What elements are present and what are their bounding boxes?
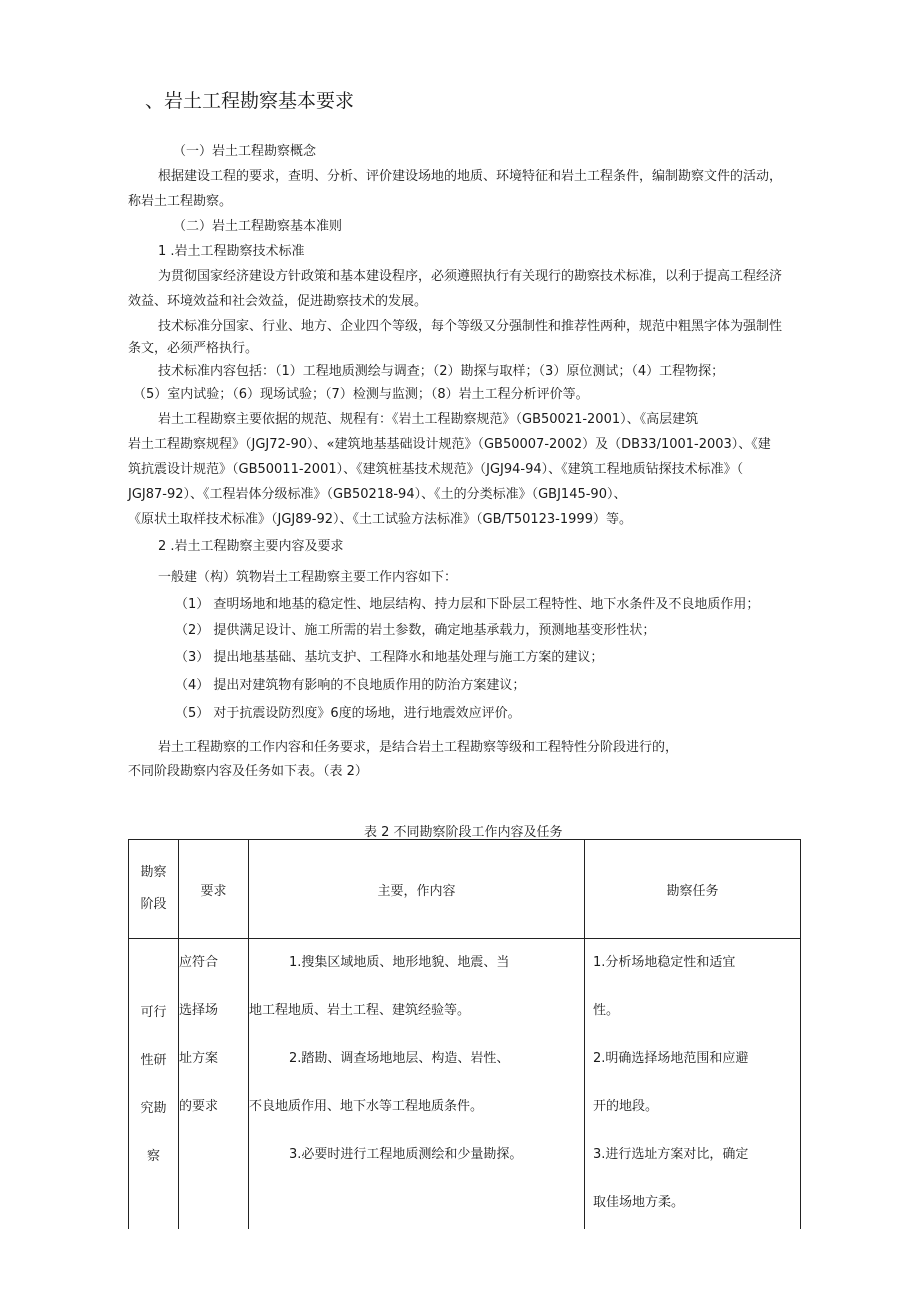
- paragraph-line: 技术标准分国家、行业、地方、企业四个等级，每个等级又分强制性和推荐性两种，规范中粗黑字体为强制性: [158, 319, 783, 334]
- content-line: 1.搜集区域地质、地形地貌、地震、当: [289, 955, 510, 970]
- list-item: （1） 查明场地和地基的稳定性、地层结构、持力层和下卧层工程特性、地下水条件及不良地质作用；: [175, 597, 760, 612]
- list-intro: 一般建（构）筑物岩土工程勘察主要工作内容如下：: [158, 570, 458, 585]
- paragraph-line: 岩土工程勘察主要依据的规范、规程有：《岩土工程勘察规范》（GB50021-2001）、《高层建筑: [158, 412, 699, 427]
- paragraph-line: 称岩土工程勘察。: [128, 194, 233, 209]
- task-line: 2.明确选择场地范围和应避: [593, 1051, 749, 1066]
- subheading-1: 1 .岩土工程勘察技术标准: [158, 244, 305, 259]
- section-1-heading: （一）岩土工程勘察概念: [173, 144, 317, 159]
- task-line: 取佳场地方柔。: [593, 1195, 685, 1210]
- paragraph-line: 《原状土取样技术标准》（JGJ89-92）、《土工试验方法标准》（GB/T50123-1999）等。: [128, 512, 632, 527]
- table-caption: 表 2 不同勘察阶段工作内容及任务: [364, 825, 563, 840]
- task-line: 性。: [593, 1003, 620, 1018]
- stage-line: 性研: [140, 1053, 167, 1068]
- paragraph-line: 根据建设工程的要求，查明、分析、评价建设场地的地质、环境特征和岩土工程条件，编制勘察文件的活动，: [158, 169, 783, 184]
- requirement-line: 应符合: [179, 955, 219, 970]
- requirement-line: 址方案: [179, 1051, 219, 1066]
- paragraph-line: 条文，必须严格执行。: [128, 341, 259, 356]
- paragraph-line: 不同阶段勘察内容及任务如下表。（表 2）: [128, 764, 368, 779]
- paragraph-line: 岩土工程勘察规程》（JGJ72-90）、«建筑地基基础设计规范》（GB50007-2002）及（DB33/1001-2003）、《建: [128, 437, 771, 452]
- stage-table: [128, 839, 801, 1229]
- paragraph-line: 为贯彻国家经济建设方针政策和基本建设程序，必须遵照执行有关现行的勘察技术标准，以利于提高工程经济: [158, 269, 783, 284]
- paragraph-line: 技术标准内容包括：（1）工程地质测绘与调查；（2）勘探与取样；（3）原位测试；（4）工程物探；: [158, 364, 725, 379]
- content-line: 不良地质作用、地下水等工程地质条件。: [249, 1099, 484, 1114]
- header-requirement: 要求: [179, 840, 249, 939]
- header-stage: [129, 840, 179, 939]
- content-line: 2.踏勘、调查场地地层、构造、岩性、: [289, 1051, 510, 1066]
- requirement-line: 的要求: [179, 1099, 219, 1114]
- stage-line: 可行: [140, 1005, 167, 1020]
- task-line: 开的地段。: [593, 1099, 659, 1114]
- paragraph-line: 岩土工程勘察的工作内容和任务要求，是结合岩土工程勘察等级和工程特性分阶段进行的，: [158, 740, 679, 755]
- paragraph-line: 筑抗震设计规范》（GB50011-2001）、《建筑桩基技术规范》（JGJ94-94）、《建筑工程地质钻探技术标准》（: [128, 462, 744, 477]
- header-content: 主要，作内容: [249, 840, 585, 939]
- table-row: [129, 939, 801, 1230]
- content-cell: [249, 939, 585, 1230]
- subheading-2: 2 .岩土工程勘察主要内容及要求: [158, 539, 344, 554]
- content-line: 地工程地质、岩土工程、建筑经验等。: [249, 1003, 471, 1018]
- list-item: （2） 提供满足设计、施工所需的岩土参数，确定地基承载力，预测地基变形性状；: [175, 623, 656, 638]
- requirement-cell: [179, 939, 249, 1230]
- stage-line: 察: [146, 1149, 160, 1164]
- list-item: （5） 对于抗震设防烈度》6度的场地，进行地震效应评价。: [175, 706, 521, 721]
- task-line: 3.进行选址方案对比，确定: [593, 1147, 749, 1162]
- requirement-line: 选择场: [179, 1003, 219, 1018]
- section-2-heading: （二）岩土工程勘察基本准则: [173, 219, 343, 234]
- header-stage-line: 勘察: [140, 865, 167, 880]
- content-line: 3.必要时进行工程地质测绘和少量勘探。: [289, 1147, 523, 1162]
- paragraph-line: （5）室内试验；（6）现场试验；（7）检测与监测；（8）岩土工程分析评价等。: [133, 387, 589, 402]
- table-header-row: [129, 840, 801, 939]
- header-stage-line: 阶段: [140, 897, 167, 912]
- paragraph-line: JGJ87-92）、《工程岩体分级标准》（GB50218-94）、《土的分类标准》（GBJ145-90）、: [128, 487, 627, 502]
- task-line: 1.分析场地稳定性和适宜: [593, 955, 736, 970]
- header-task: 勘察任务: [585, 840, 801, 939]
- list-item: （4） 提出对建筑物有影响的不良地质作用的防治方案建议；: [175, 678, 526, 693]
- page-title: 、岩土工程勘察基本要求: [145, 90, 355, 112]
- stage-cell: [129, 939, 179, 1230]
- list-item: （3） 提出地基基础、基坑支护、工程降水和地基处理与施工方案的建议；: [175, 650, 604, 665]
- stage-line: 究勘: [140, 1101, 167, 1116]
- task-cell: [585, 939, 801, 1230]
- paragraph-line: 效益、环境效益和社会效益，促进勘察技术的发展。: [128, 294, 428, 309]
